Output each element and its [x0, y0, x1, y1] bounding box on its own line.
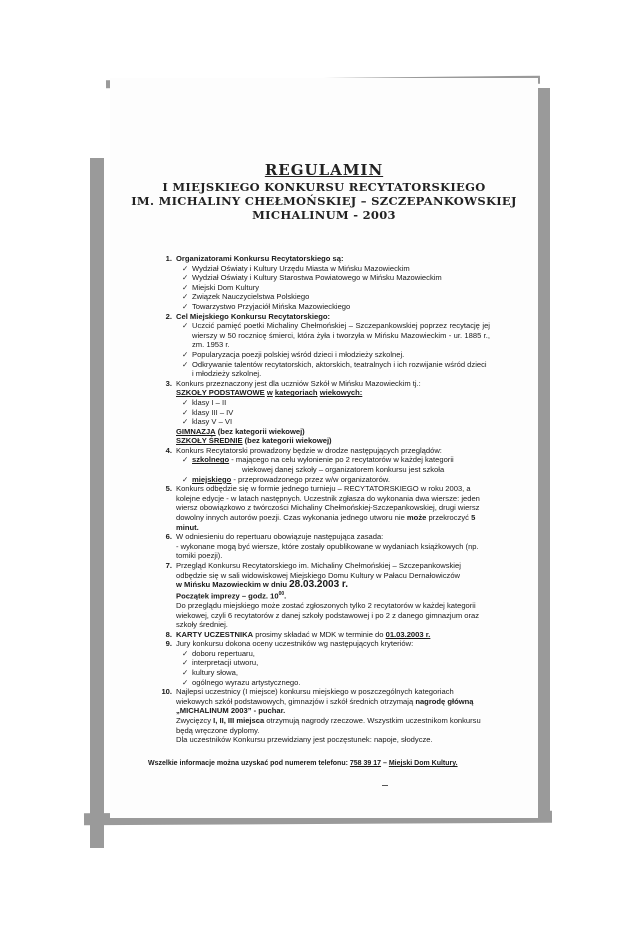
section-1: 1. Organizatorami Konkursu Recytatorskiego są: ✓ Wydział Oświaty i Kultury Urzędu Miasta w Mińsku Mazowieckim ✓ Wydział Oświaty i Kultury Starostwa Powiatowego w Mińsku Mazowieckim ✓ Miejski Dom Kultury ✓ Związek Nauczycielstwa Polskiego ✓ Towarzystwo Przyjaciół Mińska Mazowieckiego	[160, 254, 490, 312]
event-start: Początek imprezy – godz. $10^{00}$.	[176, 590, 287, 601]
list-item: ✓ Popularyzacja poezji polskiej wśród dzieci i młodzieży szkolnej.	[182, 349, 405, 359]
organization-name: Miejski Dom Kultury.	[388, 760, 458, 767]
title-line-3: IM. MICHALINY CHEŁMOŃSKIEJ – SZCZEPANKOWSKIEJ	[131, 194, 517, 208]
document-title	[110, 160, 538, 222]
check-icon: ✓	[182, 658, 189, 668]
section-10: 10. Najlepsi uczestnicy (I miejsce) konkursu miejskiego w poszczególnych kategoriach wiekowych szkół podstawowych, gimnazjów i szkół średnich otrzymają nagrodę główną „MICHALINUM 2003” - puchar. Zwycięzcy I, II, III miejsca otrzymują nagrody rzeczowe. Wszystkim uczestnikom konkursu będą wręczone dyplomy. Dla uczestników Konkursu przewidziany jest poczęstunek: napoje, słodycze.	[161, 687, 481, 745]
list-item: ✓ Wydział Oświaty i Kultury Starostwa Powiatowego w Mińsku Mazowieckim	[182, 273, 442, 283]
check-icon: ✓	[182, 292, 189, 302]
list-item: ✓ klasy III – IV	[182, 407, 234, 417]
section-1-heading: Organizatorami Konkursu Recytatorskiego są:	[176, 254, 344, 263]
list-item: ✓ Odkrywanie talentów recytatorskich, aktorskich, teatralnych i ich rozwijanie wśród dzieci i młodzieży szkolnej.	[182, 359, 487, 379]
primary-schools-heading: SZKOŁY PODSTAWOWE w kategoriach wiekowych:	[176, 388, 363, 398]
section-5: 5. Konkurs odbędzie się w formie jednego turnieju – RECYTATORSKIEGO w roku 2003, a kolejne edycje - w latach następnych. Uczestnik zgłasza do wykonania dwa wiersze: jeden wiersz obowiązkowo z twórczości Michaliny Chełmońskiej-Szczepankowskiej, drugi wiersz dowolny innych autorów poezji. Czas wykonania jednego utworu nie może przekroczyć 5 minut.	[165, 484, 480, 532]
section-4: 4. Konkurs Recytatorski prowadzony będzie w drodze następujących przeglądów: ✓ szkolnego - mającego na celu wyłonienie po 2 recytatorów w każdej kategorii wiekowej danej szkoły – organizatorem konkursu jest szkoła ✓ miejskiego - przeprowadzonego przez w/w organizatorów.	[160, 446, 490, 484]
list-item: ✓ klasy V – VI	[182, 417, 233, 427]
check-icon: ✓	[182, 321, 189, 331]
check-icon: ✓	[182, 301, 189, 311]
frame-bar-right	[536, 88, 550, 818]
list-item: ✓ Towarzystwo Przyjaciół Mińska Mazowieckiego	[182, 301, 351, 311]
section-2: 2. Cel Miejskiego Konkursu Recytatorskiego: ✓ Uczcić pamięć poetki Michaliny Chełmońskiej – Szczepankowskiej poprzez recytację jej wierszy w 50 rocznicę śmierci, która żyła i tworzyła w Mińsku Mazowieckim - ur. 1885 r., zm. 1953 r. ✓ Popularyzacja poezji polskiej wśród dzieci i młodzieży szkolnej. ✓ Odkrywanie talentów recytatorskich, aktorskich, teatralnych i ich rozwijanie wśród dzieci i młodzieży szkolnej.	[165, 311, 490, 379]
check-icon: ✓	[182, 474, 189, 484]
title-line-2: I MIEJSKIEGO KONKURSU RECYTATORSKIEGO	[162, 180, 486, 194]
secondary-line: SZKOŁY ŚREDNIE (bez kategorii wiekowej)	[176, 436, 332, 446]
gymnasium-line: GIMNAZJA (bez kategorii wiekowej)	[176, 426, 305, 436]
section-3: 3. Konkurs przeznaczony jest dla uczniów Szkół w Mińsku Mazowieckim tj.: SZKOŁY PODSTAWOWE w kategoriach wiekowych: ✓ klasy I – II ✓ klasy III – IV ✓ klasy V – VI GIMNAZJA (bez kategorii wiekowej) SZKOŁY ŚREDNIE (bez kategorii wiekowej)	[160, 379, 490, 446]
list-item: ✓ Wydział Oświaty i Kultury Urzędu Miasta w Mińsku Mazowieckim	[182, 263, 410, 273]
list-item: ✓ Uczcić pamięć poetki Michaliny Chełmońskiej – Szczepankowskiej poprzez recytację jej wierszy w 50 rocznicę śmierci, która żyła i tworzyła w Mińsku Mazowieckim - ur. 1885 r., zm. 1953 r.	[182, 321, 490, 350]
section-8: 8. KARTY UCZESTNIKA prosimy składać w MDK w terminie do 01.03.2003 r.	[165, 629, 431, 639]
list-item: ✓ szkolnego - mającego na celu wyłonienie po 2 recytatorów w każdej kategorii	[182, 455, 454, 465]
section-9: 9. Jury konkursu dokona oceny uczestników wg następujących kryteriów: ✓ doboru repertuaru, ✓ interpretacji utworu, ✓ kultury słowa, ✓ ogólnego wyrazu artystycznego.	[160, 639, 490, 687]
check-icon: ✓	[182, 349, 189, 359]
check-icon: ✓	[182, 648, 189, 658]
list-item: ✓ doboru repertuaru,	[182, 648, 255, 658]
contact-footer: Wszelkie informacje można uzyskać pod numerem telefonu: 758 39 17 – Miejski Dom Kultury.	[148, 760, 458, 767]
check-icon: ✓	[182, 407, 189, 417]
check-icon: ✓	[182, 455, 189, 465]
small-mark	[382, 785, 388, 786]
check-icon: ✓	[182, 397, 189, 407]
phone-number: 758 39 17	[349, 760, 382, 767]
list-item: ✓ kultury słowa,	[182, 668, 239, 678]
event-date: w Mińsku Mazowieckim w dniu 28.03.2003 r.	[176, 579, 349, 591]
check-icon: ✓	[182, 677, 189, 687]
list-item: ✓ Miejski Dom Kultury	[182, 282, 260, 292]
title-line-4: MICHALINUM - 2003	[252, 208, 396, 222]
section-7: 7. Przegląd Konkursu Recytatorskiego im. Michaliny Chełmońskiej – Szczepankowskiej odbędzie się w sali widowiskowej Miejskiego Domu Kultury w Pałacu Dernałowiczów w Mińsku Mazowieckim w dniu 28.03.2003 r. Początek imprezy – godz. $10^{00}$. Do przeglądu miejskiego może zostać zgłoszonych tylko 2 recytatorów w każdej kategorii wiekowej, czyli 6 recytatorów z danej szkoły podstawowej i po 2 z danego gimnazjum oraz szkoły średniej.	[160, 561, 490, 630]
check-icon: ✓	[182, 263, 189, 273]
section-2-heading: Cel Miejskiego Konkursu Recytatorskiego:	[176, 311, 331, 321]
check-icon: ✓	[182, 359, 189, 369]
title-line-1: REGULAMIN	[264, 161, 384, 179]
section-6: 6. W odniesieniu do repertuaru obowiązuje następująca zasada: - wykonane mogą być wiersze, które zostały opublikowane w wydaniach książkowych (np. tomiki poezji).	[165, 532, 479, 561]
list-item: ✓ klasy I – II	[182, 397, 227, 407]
check-icon: ✓	[182, 417, 189, 427]
list-item: ✓ interpretacji utworu,	[182, 658, 259, 668]
list-item: ✓ miejskiego - przeprowadzonego przez w/w organizatorów.	[182, 474, 390, 484]
check-icon: ✓	[182, 273, 189, 283]
regulations-body	[160, 254, 490, 745]
check-icon: ✓	[182, 668, 189, 678]
check-icon: ✓	[182, 282, 189, 292]
list-item: ✓ Związek Nauczycielstwa Polskiego	[182, 292, 310, 302]
frame-bar-left	[90, 158, 104, 848]
list-item: ✓ ogólnego wyrazu artystycznego.	[182, 677, 301, 687]
